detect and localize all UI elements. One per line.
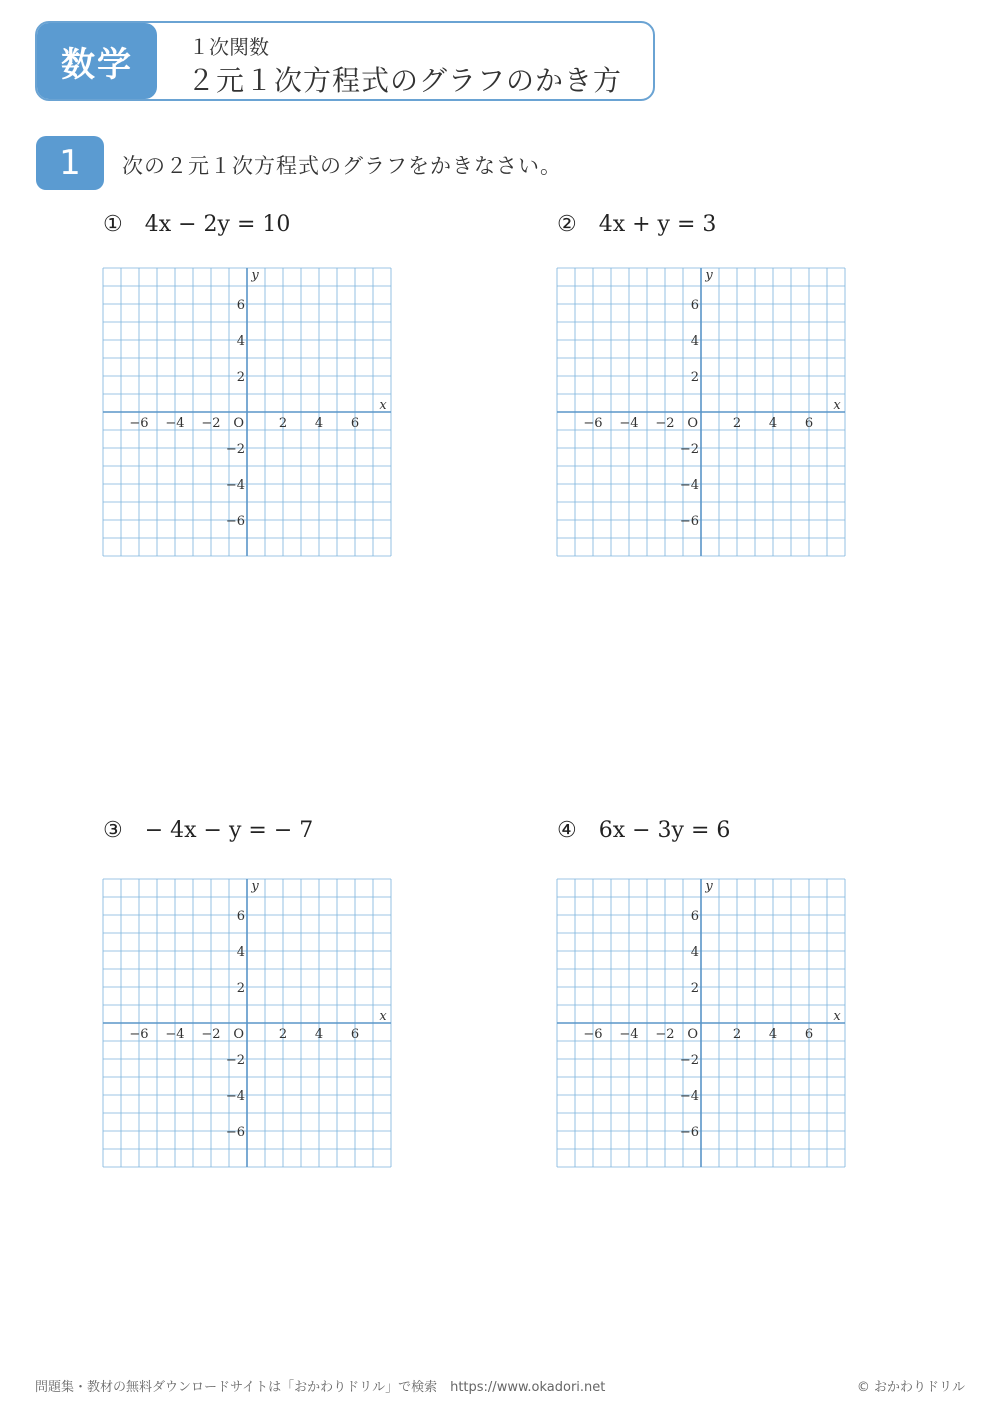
problem-2-label [557, 212, 716, 237]
x-tick-label: 4 [314, 1027, 324, 1042]
x-axis-label: x [379, 1009, 387, 1024]
y-tick-label: −2 [679, 1053, 699, 1068]
x-tick-label: 2 [278, 1027, 288, 1042]
y-tick-label: 6 [236, 909, 245, 924]
y-tick-label: −4 [225, 478, 245, 493]
problem-3-label [103, 818, 313, 843]
x-tick-label: 2 [732, 1027, 742, 1042]
coordinate-grid-3[interactable] [103, 879, 391, 1167]
y-tick-label: −6 [225, 1125, 245, 1140]
y-axis-label: y [705, 879, 713, 894]
x-tick-label: 6 [350, 1027, 360, 1042]
y-tick-label: 4 [236, 945, 245, 960]
x-tick-label: 6 [804, 416, 814, 431]
origin-label: O [687, 1027, 698, 1042]
x-tick-label: 4 [314, 416, 324, 431]
y-tick-label: 2 [236, 981, 245, 996]
y-tick-label: 2 [690, 370, 699, 385]
x-tick-label: −6 [583, 416, 603, 431]
origin-label: O [687, 416, 698, 431]
y-tick-label: 6 [690, 909, 699, 924]
problem-number: ② [557, 212, 577, 237]
y-tick-label: 2 [690, 981, 699, 996]
coordinate-grid-1[interactable] [103, 268, 391, 556]
x-tick-label: −4 [619, 1027, 639, 1042]
lesson-title: ２元１次方程式のグラフのかき方 [187, 64, 623, 97]
y-tick-label: −2 [679, 442, 699, 457]
y-tick-label: −4 [225, 1089, 245, 1104]
x-tick-label: −6 [583, 1027, 603, 1042]
x-tick-label: −6 [129, 1027, 149, 1042]
y-tick-label: 2 [236, 370, 245, 385]
y-tick-label: 4 [690, 334, 699, 349]
y-tick-label: −4 [679, 1089, 699, 1104]
x-tick-label: −4 [165, 1027, 185, 1042]
coordinate-grid-4[interactable] [557, 879, 845, 1167]
y-axis-label: y [251, 268, 259, 283]
problem-equation: 4x − 2y = 10 [144, 212, 291, 237]
x-tick-label: 4 [768, 416, 778, 431]
coordinate-grid-2[interactable] [557, 268, 845, 556]
y-tick-label: 6 [690, 298, 699, 313]
origin-label: O [233, 416, 244, 431]
y-tick-label: −6 [679, 514, 699, 529]
x-tick-label: −4 [619, 416, 639, 431]
chapter-title: １次関数 [189, 35, 269, 59]
x-tick-label: −2 [655, 416, 675, 431]
x-tick-label: −4 [165, 416, 185, 431]
question-instruction: 次の２元１次方程式のグラフをかきなさい。 [122, 154, 562, 178]
x-tick-label: 4 [768, 1027, 778, 1042]
y-axis-label: y [251, 879, 259, 894]
problem-number: ① [103, 212, 123, 237]
problem-number: ③ [103, 818, 123, 843]
x-tick-label: 6 [350, 416, 360, 431]
footer-copyright: © おかわりドリル [856, 1380, 965, 1395]
origin-label: O [233, 1027, 244, 1042]
x-tick-label: −6 [129, 416, 149, 431]
y-tick-label: −6 [225, 514, 245, 529]
x-axis-label: x [833, 1009, 841, 1024]
y-tick-label: 4 [690, 945, 699, 960]
x-tick-label: 2 [278, 416, 288, 431]
x-tick-label: 6 [804, 1027, 814, 1042]
subject-badge: 数学 [37, 23, 157, 99]
y-tick-label: −2 [225, 1053, 245, 1068]
problem-equation: 4x + y = 3 [598, 212, 717, 237]
problem-number: ④ [557, 818, 577, 843]
x-tick-label: −2 [655, 1027, 675, 1042]
y-tick-label: −6 [679, 1125, 699, 1140]
x-axis-label: x [379, 398, 387, 413]
question-number-badge: 1 [36, 136, 104, 190]
problem-1-label [103, 212, 290, 237]
problem-equation: − 4x − y = − 7 [144, 818, 314, 843]
x-tick-label: 2 [732, 416, 742, 431]
y-tick-label: 6 [236, 298, 245, 313]
problem-equation: 6x − 3y = 6 [598, 818, 731, 843]
y-axis-label: y [705, 268, 713, 283]
y-tick-label: 4 [236, 334, 245, 349]
y-tick-label: −4 [679, 478, 699, 493]
x-axis-label: x [833, 398, 841, 413]
footer-site-info: 問題集・教材の無料ダウンロードサイトは「おかわりドリル」で検索 https://www.okadori.net [35, 1380, 606, 1395]
problem-4-label [557, 818, 730, 843]
header-banner [35, 21, 655, 101]
y-tick-label: −2 [225, 442, 245, 457]
x-tick-label: −2 [201, 416, 221, 431]
x-tick-label: −2 [201, 1027, 221, 1042]
